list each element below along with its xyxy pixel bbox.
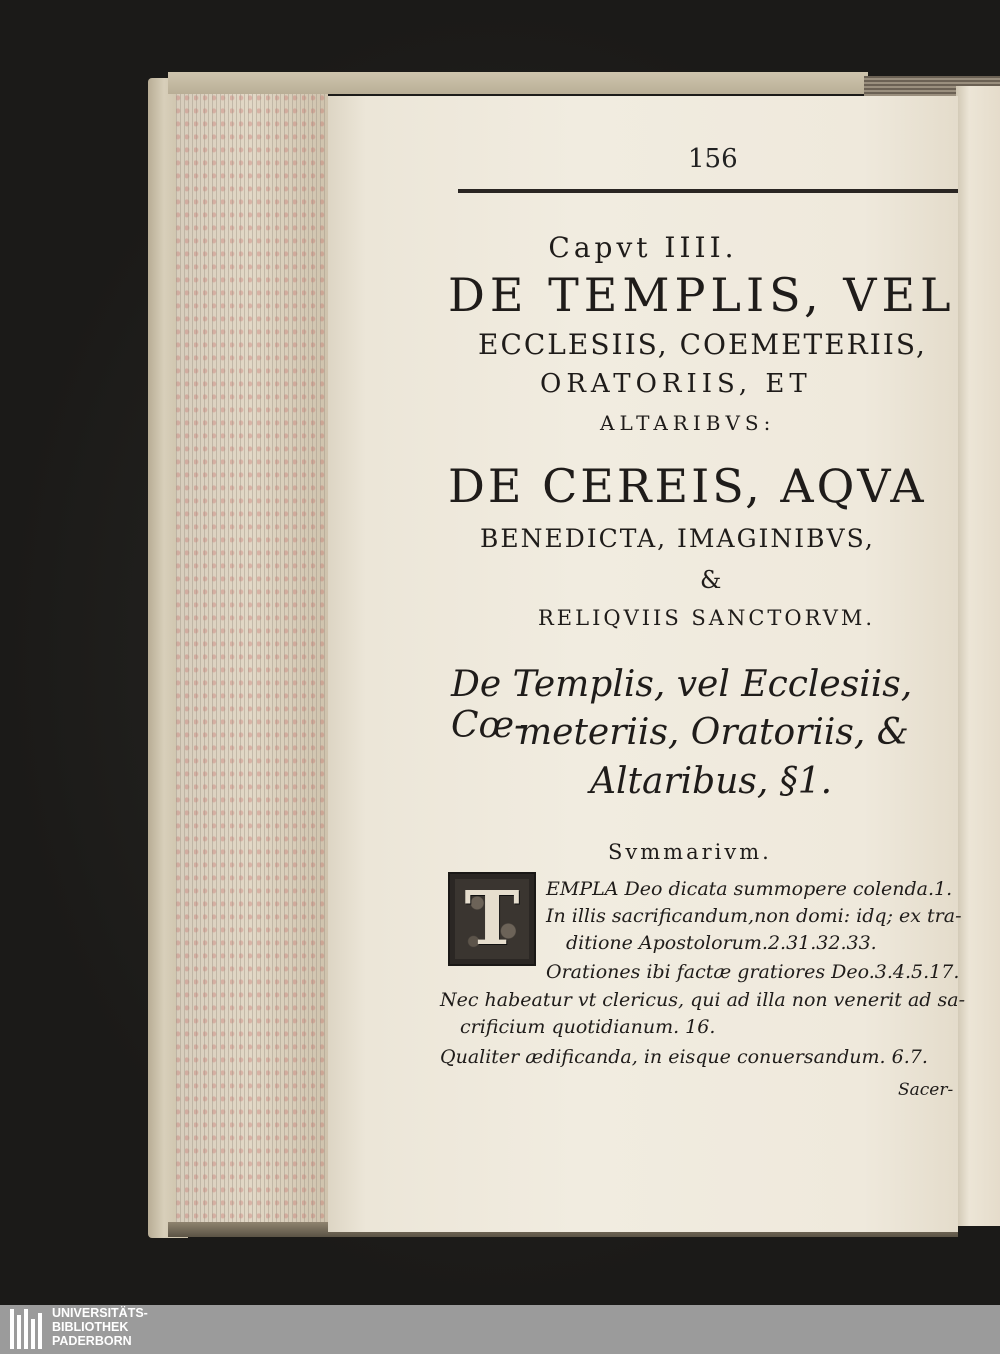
summary-line: crificium quotidianum. 16. [460, 1016, 716, 1038]
heading-line-3: ORATORIIS, ET [540, 369, 812, 399]
subtitle-line-3: Altaribus, §1. [590, 761, 833, 802]
decorated-initial [448, 872, 536, 966]
library-name-line-1: UNIVERSITÄTS- [52, 1306, 148, 1320]
heading-line-4: ALTARIBVS: [600, 411, 776, 435]
facing-page [956, 86, 1000, 1226]
book-page [328, 96, 965, 1232]
library-name-line-3: PADERBORN [52, 1334, 132, 1348]
heading-line-6: BENEDICTA, IMAGINIBVS, [480, 524, 875, 553]
summary-line: Nec habeatur vt clericus, qui ad illa non venerit ad sa- [440, 989, 965, 1011]
page-block-edge [176, 94, 328, 1229]
heading-ampersand: & [700, 566, 722, 594]
heading-line-5: DE CEREIS, AQVA [448, 459, 927, 513]
heading-line-2: ECCLESIIS, COEMETERIIS, [478, 328, 927, 361]
summary-line: EMPLA Deo dicata summopere colenda.1. [546, 878, 953, 900]
library-name [52, 1306, 148, 1348]
book-cover-top [168, 72, 868, 94]
library-logo-icon [10, 1309, 44, 1349]
summary-line: Qualiter ædificanda, in eisque conuersandum. 6.7. [440, 1046, 928, 1068]
catchword: Sacer- [898, 1080, 954, 1100]
page-number: 156 [688, 144, 738, 174]
summary-line: Orationes ibi factæ gratiores Deo.3.4.5.17. [546, 961, 960, 983]
summarium-heading: Svmmarivm. [608, 840, 772, 864]
subtitle-line-1: De Templis, vel Ecclesiis, Cœ- [451, 664, 913, 746]
heading-line-1: DE TEMPLIS, VEL [448, 268, 956, 322]
subtitle-line-2: meteriis, Oratoriis, & [518, 712, 909, 753]
summary-line: ditione Apostolorum.2.31.32.33. [566, 932, 877, 954]
initial-letter: T [464, 876, 520, 962]
chapter-label: Capvt IIII. [548, 231, 738, 264]
summary-line: In illis sacrificandum,non domi: idq; ex tra- [546, 905, 962, 927]
library-footer-bar [0, 1305, 1000, 1354]
header-rule [458, 189, 958, 193]
library-name-line-2: BIBLIOTHEK [52, 1320, 129, 1334]
book [148, 72, 1000, 1237]
heading-line-8: RELIQVIIS SANCTORVM. [538, 606, 876, 630]
